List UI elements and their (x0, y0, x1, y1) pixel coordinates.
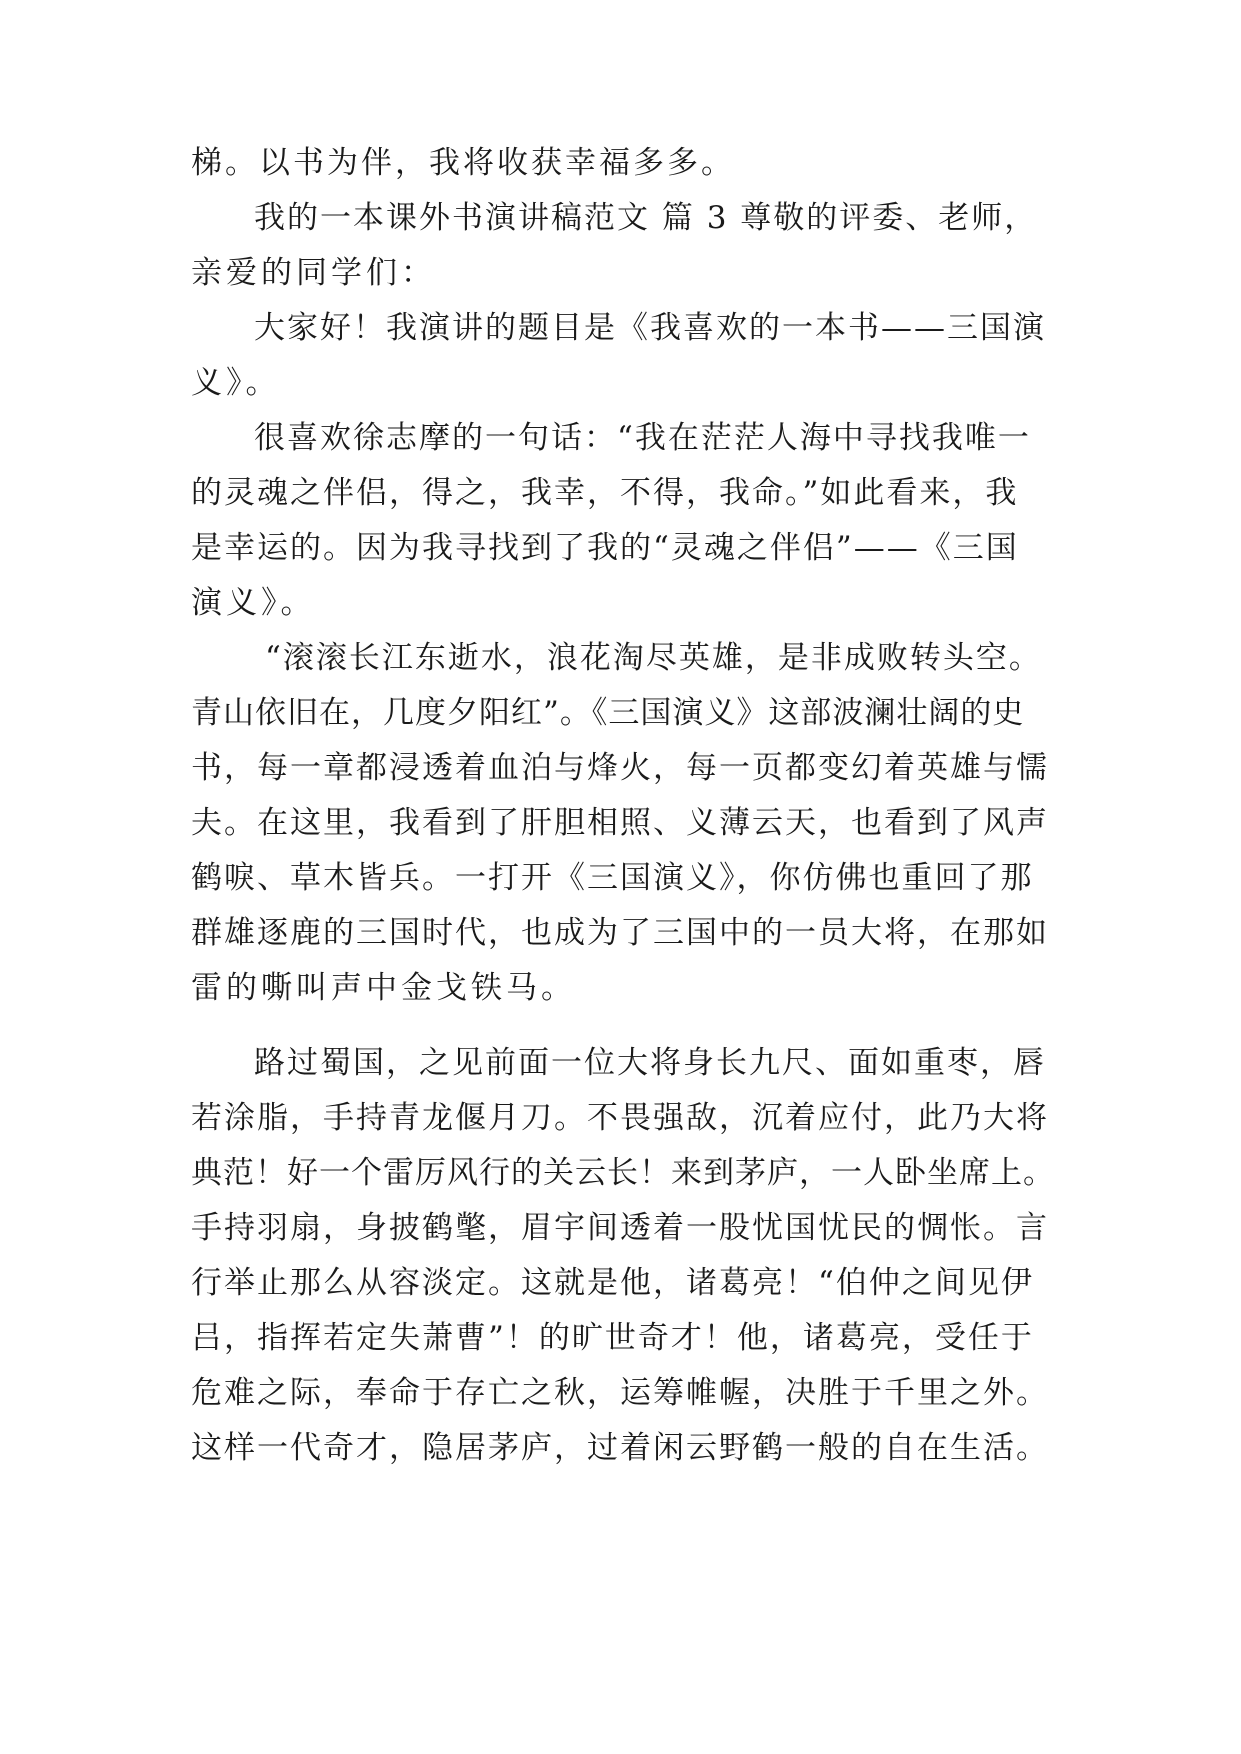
text-line: 典范！好一个雷厉风行的关云长！来到茅庐，一人卧坐席上。 (191, 1155, 1055, 1191)
text-line: 大家好！我演讲的题目是《我喜欢的一本书——三国演 (254, 310, 1046, 346)
text-line: 书，每一章都浸透着血泊与烽火，每一页都变幻着英雄与懦 (191, 750, 1049, 786)
text-line: “滚滚长江东逝水，浪花淘尽英雄，是非成败转头空。 (265, 640, 1042, 676)
text-line: 手持羽扇，身披鹤氅，眉宇间透着一股忧国忧民的惆怅。言 (191, 1210, 1049, 1246)
text-line: 若涂脂，手持青龙偃月刀。不畏强敌，沉着应付，此乃大将 (191, 1100, 1049, 1136)
text-line: 是幸运的。因为我寻找到了我的“灵魂之伴侣”——《三国 (191, 530, 1019, 566)
text-line: 这样一代奇才，隐居茅庐，过着闲云野鹤一般的自在生活。 (191, 1430, 1049, 1466)
text-line: 义》。 (191, 365, 281, 401)
text-line: 亲爱的同学们： (191, 255, 436, 291)
text-line: 很喜欢徐志摩的一句话：“我在茫茫人海中寻找我唯一 (254, 420, 1031, 456)
text-line: 梯。以书为伴，我将收获幸福多多。 (191, 145, 735, 181)
text-line: 路过蜀国，之见前面一位大将身长九尺、面如重枣，唇 (254, 1045, 1046, 1081)
text-line: 青山依旧在，几度夕阳红”。《三国演义》这部波澜壮阔的史 (191, 695, 1025, 731)
text-line: 群雄逐鹿的三国时代，也成为了三国中的一员大将，在那如 (191, 915, 1049, 951)
text-line: 鹤唳、草木皆兵。一打开《三国演义》，你仿佛也重回了那 (191, 860, 1034, 896)
text-line: 我的一本课外书演讲稿范文 篇 3 尊敬的评委、老师， (254, 200, 1038, 236)
text-line: 危难之际，奉命于存亡之秋，运筹帷幄，决胜于千里之外。 (191, 1375, 1049, 1411)
text-line: 的灵魂之伴侣，得之，我幸，不得，我命。”如此看来，我 (191, 475, 1019, 511)
text-line: 行举止那么从容淡定。这就是他，诸葛亮！“伯仲之间见伊 (191, 1265, 1034, 1301)
text-line: 夫。在这里，我看到了肝胆相照、义薄云天，也看到了风声 (191, 805, 1049, 841)
text-line: 吕，指挥若定失萧曹”！的旷世奇才！他，诸葛亮，受任于 (191, 1320, 1034, 1356)
text-line: 演义》。 (191, 585, 316, 621)
text-line: 雷的嘶叫声中金戈铁马。 (191, 970, 576, 1006)
